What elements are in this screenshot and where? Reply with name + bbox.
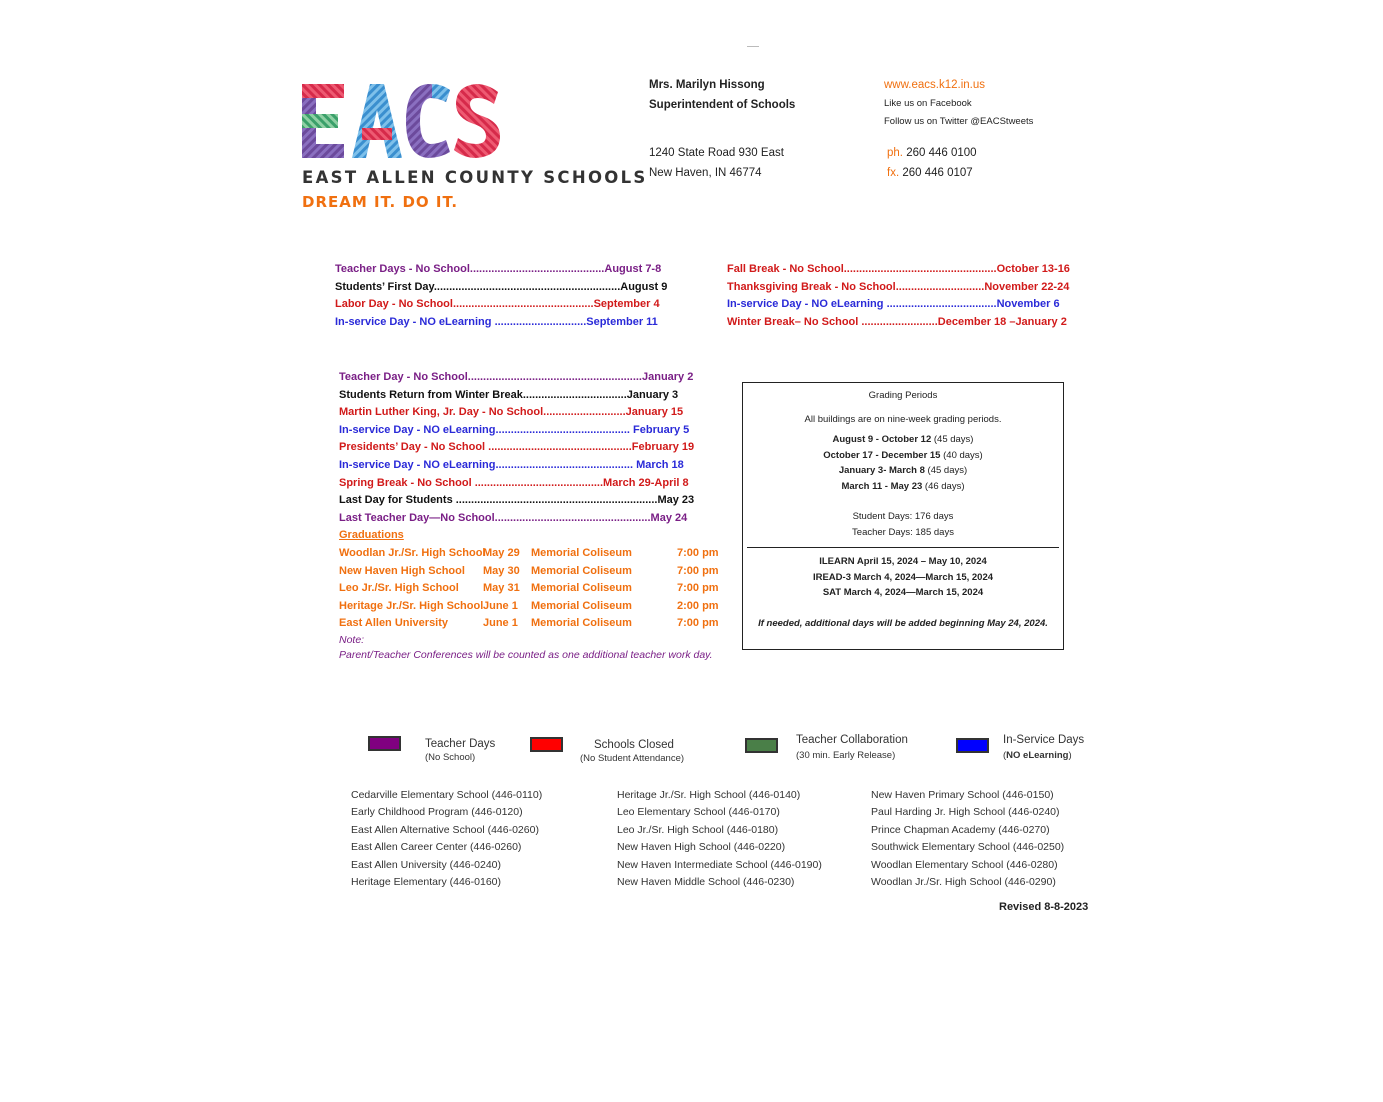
superintendent-block <box>649 75 795 115</box>
graduation-row: Heritage Jr./Sr. High School June 1 Memorial Coliseum 2:00 pm <box>339 599 719 612</box>
list-item: Teacher Day - No School.........................................................January 2 <box>339 371 694 383</box>
grading-period: January 3- March 8 (45 days) <box>838 465 968 476</box>
legend-sub: (No Student Attendance) <box>580 753 685 764</box>
graduation-row: New Haven High School May 30 Memorial Coliseum 7:00 pm <box>339 564 719 577</box>
legend-title: Teacher Collaboration <box>796 734 908 746</box>
list-item: New Haven Primary School (446-0150) <box>871 789 1054 801</box>
phone-number: 260 446 0100 <box>906 147 977 159</box>
superintendent-name: Mrs. Marilyn Hissong <box>649 79 765 91</box>
list-item: Prince Chapman Academy (446-0270) <box>871 823 1050 836</box>
grading-period: August 9 - October 12 (45 days) <box>832 434 974 445</box>
grading-subtitle: All buildings are on nine-week grading periods. <box>804 413 1002 425</box>
grading-periods-list <box>743 432 1063 494</box>
list-item: Early Childhood Program (446-0120) <box>351 806 523 819</box>
list-item: New Haven Middle School (446-0230) <box>617 876 795 889</box>
legend-teacher-collaboration <box>796 734 908 761</box>
list-item: Woodlan Elementary School (446-0280) <box>871 858 1058 871</box>
legend-sub: (30 min. Early Release) <box>796 750 896 761</box>
legend-swatch-teacher-days <box>368 736 401 751</box>
school-list-col2 <box>617 787 822 891</box>
list-item: East Allen Career Center (446-0260) <box>351 841 522 854</box>
address-line1: 1240 State Road 930 East <box>649 147 784 159</box>
fax-line <box>887 163 977 183</box>
revised-date: Revised 8-8-2023 <box>999 901 1089 913</box>
list-item: Students’ First Day.............................................................August 9 <box>335 280 668 293</box>
phone-fax-block <box>887 143 977 183</box>
note-text: Parent/Teacher Conferences will be counted as one additional teacher work day. <box>339 648 713 661</box>
school-list-col1 <box>351 787 542 891</box>
list-item: Last Teacher Day—No School...................................................May 24 <box>339 511 688 524</box>
legend-teacher-days <box>425 738 495 763</box>
district-name: EAST ALLEN COUNTY SCHOOLS <box>302 168 648 187</box>
list-item: East Allen University (446-0240) <box>351 858 501 871</box>
grading-footnote: If needed, additional days will be added beginning May 24, 2024. <box>758 617 1048 629</box>
superintendent-title: Superintendent of Schools <box>649 99 796 111</box>
list-item: Last Day for Students ..................................................................May 23 <box>339 494 695 507</box>
phone-line <box>887 143 977 163</box>
spring-dates <box>339 369 727 663</box>
test-window: SAT March 4, 2024—March 15, 2024 <box>822 587 984 598</box>
list-item: Martin Luther King, Jr. Day - No School...........................January 15 <box>339 406 684 419</box>
note-label: Note: <box>339 633 365 646</box>
eacs-logo <box>300 80 648 215</box>
legend-sub: (NO eLearning) <box>1003 750 1072 761</box>
list-item: Teacher Days - No School............................................August 7-8 <box>335 263 662 275</box>
legend-title: Schools Closed <box>594 739 674 751</box>
legend-title: In-Service Days <box>1003 734 1085 746</box>
header-rule <box>747 46 759 47</box>
list-item: Paul Harding Jr. High School (446-0240) <box>871 806 1060 819</box>
list-item: East Allen Alternative School (446-0260) <box>351 823 539 836</box>
logo-letters <box>300 80 505 162</box>
graduation-row: Leo Jr./Sr. High School May 31 Memorial Coliseum 7:00 pm <box>339 582 719 595</box>
fax-label: fx. <box>887 167 900 179</box>
legend-swatch-teacher-collaboration <box>745 738 778 753</box>
list-item: Woodlan Jr./Sr. High School (446-0290) <box>871 876 1056 889</box>
list-item: Fall Break - No School..................................................October 13-16 <box>727 263 1070 275</box>
legend-swatch-schools-closed <box>530 737 563 752</box>
list-item: In-service Day - NO eLearning ....................................November 6 <box>727 298 1060 311</box>
twitter-text: Follow us on Twitter @EACStweets <box>884 116 1034 127</box>
fall-dates-right <box>727 261 1070 331</box>
legend-schools-closed <box>580 739 684 764</box>
list-item: Leo Jr./Sr. High School (446-0180) <box>617 823 779 836</box>
graduation-row: East Allen University June 1 Memorial Coliseum 7:00 pm <box>339 617 719 630</box>
address-line2: New Haven, IN 46774 <box>649 167 762 179</box>
list-item: In-service Day - NO eLearning............................................. March 18 <box>339 458 684 471</box>
list-item: New Haven High School (446-0220) <box>617 841 786 854</box>
legend-in-service <box>1003 734 1084 761</box>
grading-period: March 11 - May 23 (46 days) <box>841 480 965 492</box>
legend-sub: (No School) <box>425 752 476 763</box>
contact-block <box>884 75 1033 131</box>
school-list-col3 <box>871 787 1064 891</box>
teacher-days: Teacher Days: 185 days <box>852 526 954 538</box>
fall-dates-left <box>335 261 667 331</box>
list-item: Students Return from Winter Break..................................January 3 <box>339 388 679 401</box>
graduations-heading: Graduations <box>339 529 404 542</box>
fax-number: 260 446 0107 <box>902 167 973 179</box>
phone-label: ph. <box>887 147 903 159</box>
test-window: ILEARN April 15, 2024 – May 10, 2024 <box>819 556 987 567</box>
list-item: New Haven Intermediate School (446-0190) <box>617 858 822 871</box>
list-item: Winter Break– No School .........................December 18 –January 2 <box>727 315 1067 328</box>
student-days: Student Days: 176 days <box>852 511 954 522</box>
grading-title: Grading Periods <box>868 390 938 401</box>
list-item: Thanksgiving Break - No School.............................November 22-24 <box>727 280 1070 293</box>
website-link[interactable]: www.eacs.k12.in.us <box>884 79 985 91</box>
test-window: IREAD-3 March 4, 2024—March 15, 2024 <box>812 571 994 583</box>
graduation-row: Woodlan Jr./Sr. High School May 29 Memorial Coliseum 7:00 pm <box>339 546 719 559</box>
legend-title: Teacher Days <box>425 738 496 750</box>
grading-period: October 17 - December 15 (40 days) <box>823 449 983 461</box>
address-block <box>649 143 784 183</box>
grading-divider <box>747 547 1059 548</box>
list-item: Cedarville Elementary School (446-0110) <box>351 789 543 801</box>
list-item: In-service Day - NO eLearning............................................ February 5 <box>339 423 690 436</box>
list-item: Southwick Elementary School (446-0250) <box>871 841 1065 854</box>
list-item: Spring Break - No School ..........................................March 29-April 8 <box>339 476 689 489</box>
list-item: Presidents’ Day - No School ...............................................February 19 <box>339 441 695 454</box>
list-item: Heritage Jr./Sr. High School (446-0140) <box>617 789 801 801</box>
list-item: Labor Day - No School..............................................September 4 <box>335 298 660 311</box>
facebook-text: Like us on Facebook <box>884 98 972 109</box>
tagline: DREAM IT. DO IT. <box>302 193 459 211</box>
list-item: In-service Day - NO eLearning ..............................September 11 <box>335 315 658 328</box>
legend-swatch-in-service <box>956 738 989 753</box>
list-item: Leo Elementary School (446-0170) <box>617 806 780 819</box>
list-item: Heritage Elementary (446-0160) <box>351 876 501 889</box>
grading-periods-box <box>742 382 1064 650</box>
